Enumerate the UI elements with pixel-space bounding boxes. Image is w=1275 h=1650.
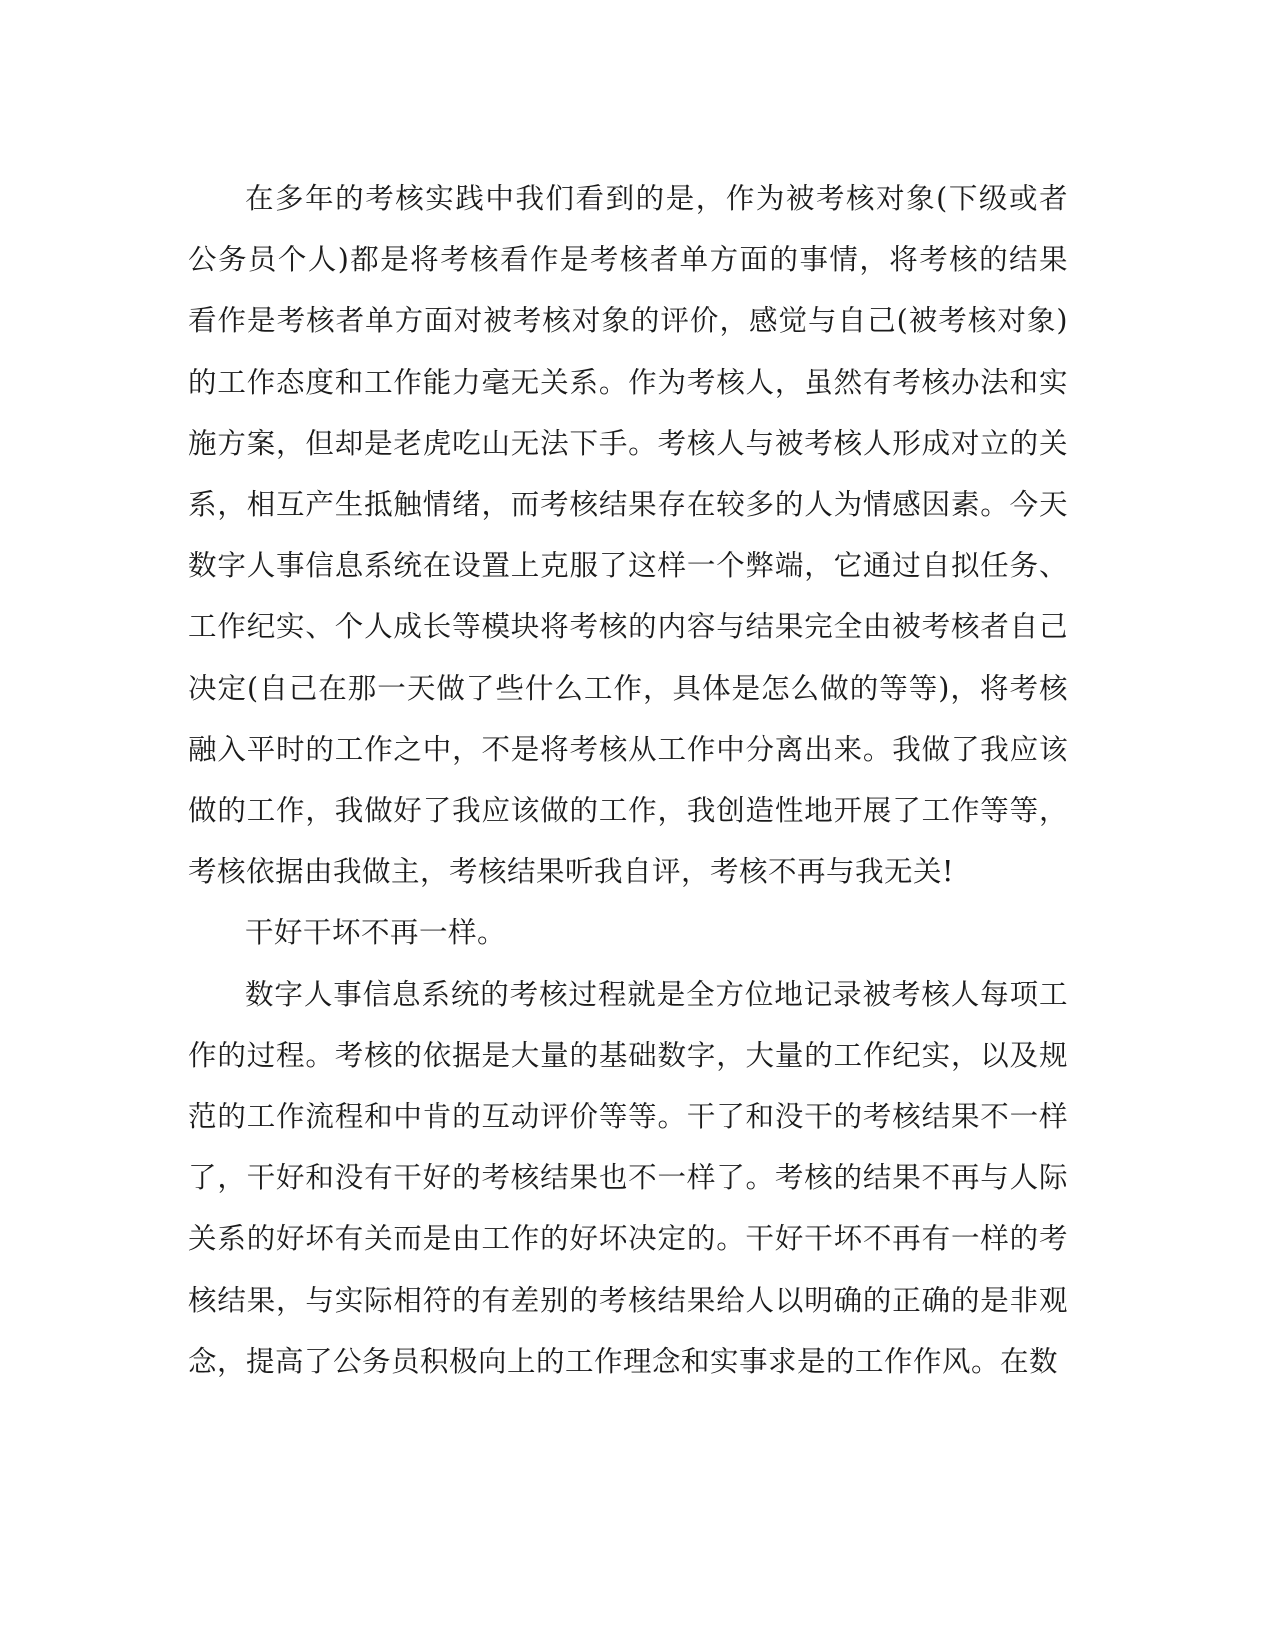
paragraph-heading-good-bad: 干好干坏不再一样。 [245, 916, 507, 950]
body-text [188, 168, 1068, 1392]
paragraph-assessment-process: 数字人事信息系统的考核过程就是全方位地记录被考核人每项工作的过程。考核的依据是大量的基础数字，大量的工作纪实，以及规范的工作流程和中肯的互动评价等等。干了和没干的考核结果不一样了，干好和没有干好的考核结果也不一样了。考核的结果不再与人际关系的好坏有关而是由工作的好坏决定的。干好干坏不再有一样的考核结果，与实际相符的有差别的考核结果给人以明确的正确的是非观念，提高了公务员积极向上的工作理念和实事求是的工作作风。在数 [188, 977, 1068, 1378]
paragraph-assessment-practice: 在多年的考核实践中我们看到的是，作为被考核对象(下级或者公务员个人)都是将考核看作是考核者单方面的事情，将考核的结果看作是考核者单方面对被考核对象的评价，感觉与自己(被考核对象)的工作态度和工作能力毫无关系。作为考核人，虽然有考核办法和实施方案，但却是老虎吃山无法下手。考核人与被考核人形成对立的关系，相互产生抵触情绪，而考核结果存在较多的人为情感因素。今天数字人事信息系统在设置上克服了这样一个弊端，它通过自拟任务、工作纪实、个人成长等模块将考核的内容与结果完全由被考核者自己决定(自己在那一天做了些什么工作，具体是怎么做的等等)，将考核融入平时的工作之中，不是将考核从工作中分离出来。我做了我应该做的工作，我做好了我应该做的工作，我创造性地开展了工作等等，考核依据由我做主，考核结果听我自评，考核不再与我无关! [188, 182, 1068, 889]
